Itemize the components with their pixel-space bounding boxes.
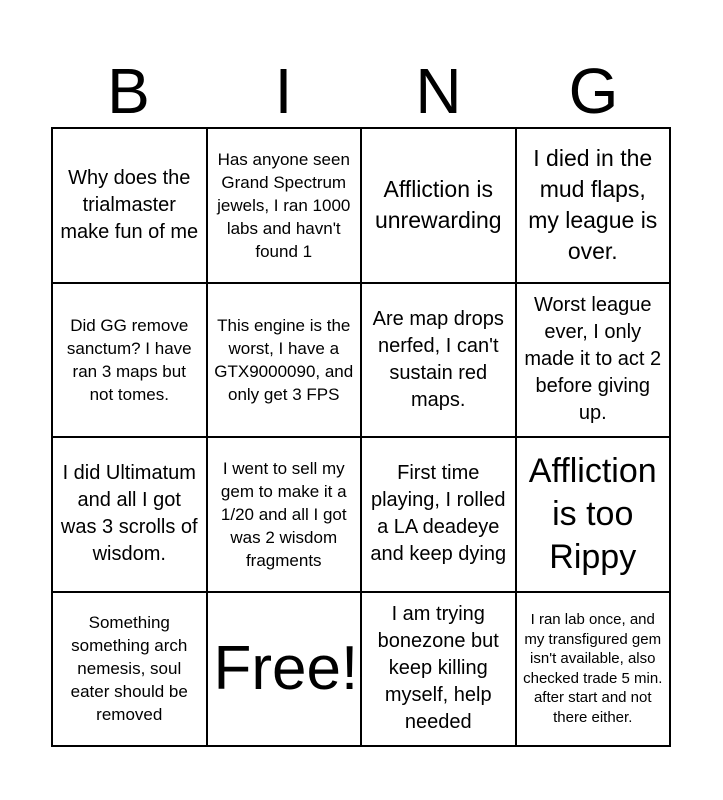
- bingo-cell-text: I ran lab once, and my transfigured gem isn't available, also checked trade 5 min. after start and not there either.: [523, 611, 663, 726]
- bingo-cell[interactable]: [361, 592, 516, 747]
- bingo-cell[interactable]: [52, 283, 207, 438]
- bingo-cell-text: I died in the mud flaps, my league is over.: [528, 145, 658, 265]
- bingo-cell-text: Worst league ever, I only made it to act 2 before giving up.: [524, 294, 662, 425]
- bingo-cell-text: Did GG remove sanctum? I have ran 3 maps but not tomes.: [66, 315, 192, 404]
- bingo-cell[interactable]: [207, 128, 362, 283]
- bingo-cell[interactable]: [361, 128, 516, 283]
- bingo-cell-text: I went to sell my gem to make it a 1/20 and all I got was 2 wisdom fragments: [220, 458, 347, 570]
- header-letter-b: B: [107, 55, 150, 127]
- header-letter-n: N: [415, 55, 462, 127]
- bingo-cell-free[interactable]: [207, 592, 362, 747]
- bingo-cell[interactable]: [52, 128, 207, 283]
- bingo-cell[interactable]: [516, 592, 671, 747]
- bingo-cell[interactable]: [52, 592, 207, 747]
- free-space-label: Free!: [213, 633, 359, 703]
- bingo-cell[interactable]: [207, 283, 362, 438]
- bingo-cell[interactable]: [361, 437, 516, 592]
- bingo-cell-text: Has anyone seen Grand Spectrum jewels, I ran 1000 labs and havn't found 1: [217, 149, 351, 261]
- bingo-cell[interactable]: [52, 437, 207, 592]
- header-letter-i: I: [274, 55, 293, 127]
- bingo-cell-text: Are map drops nerfed, I can't sustain red maps.: [372, 307, 504, 411]
- bingo-cell-text: Affliction is too Rippy: [528, 451, 657, 576]
- bingo-cell-text: Something something arch nemesis, soul eater should be removed: [70, 613, 188, 725]
- bingo-cell-text: Why does the trialmaster make fun of me: [60, 166, 199, 243]
- bingo-cell[interactable]: [361, 283, 516, 438]
- bingo-cell-text: First time playing, I rolled a LA deadeye and keep dying: [370, 462, 507, 566]
- bingo-cell-text: I am trying bonezone but keep killing myself, help needed: [377, 603, 499, 734]
- bingo-header: [51, 55, 671, 125]
- bingo-grid: [51, 127, 671, 747]
- bingo-cell[interactable]: [516, 128, 671, 283]
- bingo-cell[interactable]: [516, 437, 671, 592]
- bingo-cell-text: Affliction is unrewarding: [374, 176, 502, 234]
- bingo-cell[interactable]: [207, 437, 362, 592]
- header-letter-g: G: [568, 55, 619, 127]
- bingo-cell-text: This engine is the worst, I have a GTX9000090, and only get 3 FPS: [214, 315, 354, 404]
- bingo-cell[interactable]: [516, 283, 671, 438]
- bingo-cell-text: I did Ultimatum and all I got was 3 scrolls of wisdom.: [60, 462, 198, 566]
